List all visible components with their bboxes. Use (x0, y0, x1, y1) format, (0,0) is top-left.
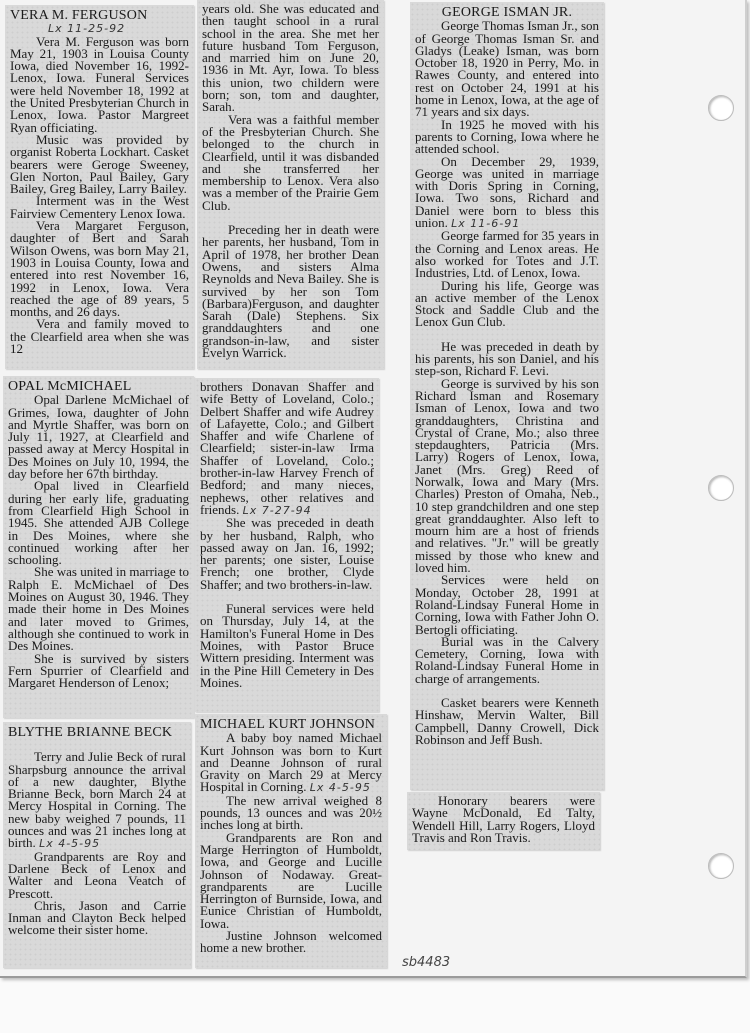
paragraph-text: Chris, Jason and Carrie Inman and Clayton Beck helped welcome their sister home. (8, 897, 186, 938)
paragraph-text: A baby boy named Michael Kurt Johnson was born to Kurt and Deanne Johnson of rural Gravity on March 29 at Mercy Hospital in Corning. (200, 730, 382, 795)
clipping-vera-ferguson-part2 (197, 0, 384, 369)
paragraph-text: George is survived by his son Richard Isman and Rosemary Isman of Lenox, Iowa and two granddaughters, Christina and Crystal of Crane, Mo.; also three stepdaughters, Patricia (Mrs. Larry) Rogers of Lenox, Iowa, Janet (Mrs. Greg) Reed of Norwalk, Iowa and Mary (Mrs. Charles) Preston of Omaha, Neb., 10 step grandchildren and one step great granddaughter. Also left to mourn him are a host of friends and relatives. "Jr." will be greatly missed by those who knew and loved him. (415, 375, 599, 576)
paragraph-text: Vera Margaret Ferguson, daughter of Bert and Sarah Wilson Owens, was born May 21, 1903 in Louisa County, Iowa and entered into rest November 16, 1992 in Lenox, Iowa. Vera reached the age of 89 years, 5 months, and 26 days. (10, 218, 189, 320)
clipping-paragraph (10, 195, 189, 220)
paragraph-text: Terry and Julie Beck of rural Sharpsburg announce the arrival of a new daughter, Blythe Brianne Beck, born March 24 at Mercy Hospital in Corning. The new baby weighed 7 pounds, 11 ounces and was 21 inches long at birth. (8, 749, 186, 851)
paragraph-text: Honorary bearers were Wayne McDonald, Ed Talty, Wendell Hill, Larry Rogers, Lloyd Travis and Ron Travis. (412, 793, 595, 845)
paragraph-text: Casket bearers were Kenneth Hinshaw, Mervin Walter, Bill Campbell, Danny Crowell, Dick Robinson and Jeff Bush. (415, 695, 599, 747)
handwritten-date-note: Lx 4-5-95 (39, 837, 101, 851)
clipping-paragraph (202, 111, 379, 213)
clipping-paragraph (415, 338, 599, 379)
clipping-heading: VERA M. FERGUSON (10, 8, 148, 23)
clipping-paragraph (415, 230, 599, 279)
handwritten-date-note: Lx 11-6-91 (451, 217, 521, 231)
clipping-paragraph (200, 930, 382, 955)
clipping-opal-mcmichael-part2 (195, 378, 379, 712)
paragraph-text: She was preceded in death by her husband, Ralph, who passed away on Jan. 16, 1992; her parents; one sister, Louise French; one brother, Clyde Shaffer; and two brothers-in-law. (200, 515, 374, 592)
paragraph-text: Services were held on Monday, October 28, 1991 at Roland-Lindsay Funeral Home in Corning, Iowa with Father John O. Bertogli officiating. (415, 572, 599, 637)
clipping-paragraph (8, 751, 186, 850)
handwritten-date-note: Lx 11-25-92 (48, 22, 126, 36)
clipping-opal-mcmichael-part1 (3, 376, 194, 718)
paragraph-text: Opal lived in Clearfield during her early life, graduating from Clearfield High School in 1945. She attended AJB College in Des Moines, where she continued working after her schooling. (8, 478, 189, 568)
clipping-paragraph (415, 697, 599, 746)
paragraph-text: The new arrival weighed 8 pounds, 13 ounces and was 20½ inches long at birth. (200, 792, 382, 833)
paragraph-text: On December 29, 1939, George was united in marriage with Doris Spring in Corning, Iowa. Two sons, Richard and Daniel were born to bless this union. (415, 153, 599, 231)
paragraph-text: Justine Johnson welcomed home a new brother. (200, 928, 382, 956)
paragraph-text: Preceding her in death were her parents, her husband, Tom in April of 1978, her brother Dean Owens, and sisters Alma Reynolds and Neva Bailey. She is survived by her son Tom (Barbara)Ferguson, and daughter Sarah (Dale) Stephens. Six granddaughters and one grandson-in-law, and sister Evelyn Warrick. (202, 222, 379, 361)
clipping-paragraph (8, 566, 189, 652)
clipping-george-isman-honorary (407, 792, 600, 850)
paragraph-text: Opal Darlene McMichael of Grimes, Iowa, daughter of John and Myrtle Shaffer, was born on July 11, 1927, at Clearfield and passed away at Mercy Hospital in Des Moines on July 10, 1994, the day before her 67th birthday. (8, 392, 189, 482)
clipping-paragraph (415, 116, 599, 157)
clipping-paragraph (415, 375, 599, 576)
clipping-paragraph (200, 829, 382, 931)
binder-hole (708, 95, 734, 121)
clipping-heading: MICHAEL KURT JOHNSON (200, 717, 376, 732)
clipping-paragraph (8, 480, 189, 566)
paragraph-text: Vera and family moved to the Clearfield area when she was 12 (10, 316, 189, 357)
clipping-paragraph (415, 633, 599, 686)
clipping-paragraph (8, 897, 186, 938)
paragraph-text: Music was provided by organist Roberta Lockhart. Casket bearers were Geroge Sweeney, Glen Norton, Paul Bailey, Gary Bailey, Greg Bailey, Larry Bailey. (10, 131, 189, 197)
clipping-paragraph (415, 153, 599, 231)
paragraph-text: Grandparents are Ron and Marge Herrington of Humboldt, Iowa, and George and Lucille Johnson of Nodaway. Great-grandparents are Lucille Herrington of Burnside, Iowa, and Eunice Christian of Humboldt, Iowa. (200, 829, 382, 931)
paragraph-text: Burial was in the Calvery Cemetery, Corning, Iowa with Roland-Lindsay Funeral Home in charge of arrangements. (415, 633, 599, 686)
clipping-paragraph (8, 848, 186, 901)
paragraph-text: George Thomas Isman Jr., son of George Thomas Isman Sr. and Gladys (Leake) Isman, was born October 18, 1920 in Perry, Mo. in Rawes County, and entered into rest on October 24, 1991 at his home in Lenox, Iowa, at the age of 71 years and six days. (415, 18, 599, 120)
paragraph-text: She was united in marriage to Ralph E. McMichael of Des Moines on August 30, 1946. They made their home in Des Moines and later moved to Grimes, although she continued to work in Des Moines. (8, 564, 189, 654)
binder-hole (708, 475, 734, 501)
clipping-paragraph (10, 220, 189, 318)
handwritten-date-note: Lx 7-27-94 (242, 503, 312, 517)
clipping-paragraph (202, 3, 379, 114)
binder-hole (708, 853, 734, 879)
clipping-paragraph (412, 795, 595, 844)
clipping-heading: BLYTHE BRIANNE BECK (8, 725, 173, 740)
clipping-paragraph (200, 381, 374, 517)
clipping-paragraph (200, 603, 374, 689)
paragraph-text: He was preceded in death by his parents, his son Daniel, and his step-son, Richard F. Levi. (415, 338, 599, 379)
clipping-paragraph (8, 650, 189, 691)
clipping-paragraph (200, 792, 382, 833)
clipping-paragraph (10, 318, 189, 355)
handwritten-date-note: Lx 4-5-95 (309, 781, 371, 795)
clipping-george-isman (410, 2, 604, 790)
clipping-paragraph (415, 20, 599, 118)
clipping-paragraph (8, 394, 189, 480)
clipping-heading: OPAL McMICHAEL (8, 379, 132, 394)
clipping-paragraph (10, 131, 189, 197)
paragraph-text: brothers Donavan Shaffer and wife Betty of Loveland, Colo.; Delbert Shaffer and wife Audrey of Lafayette, Colo.; and Gilbert Shaffer and wife Charlene of Clearfield; sister-in-law Irma Shaffer of Loveland, Colo.; brother-in-law Harvey French of Bedford; and many nieces, nephews, other relatives and friends. (200, 379, 374, 517)
paragraph-text: Grandparents are Roy and Darlene Beck of Lenox and Walter and Leona Veatch of Prescott. (8, 848, 186, 901)
clipping-blythe-beck (3, 722, 191, 968)
catalog-number: sb4483 (402, 955, 451, 970)
paragraph-text: She is survived by sisters Fern Spurrier of Clearfield and Margaret Henderson of Lenox; (8, 650, 189, 691)
clipping-heading: GEORGE ISMAN JR. (441, 5, 573, 20)
clipping-vera-ferguson-part1 (5, 5, 194, 369)
clipping-paragraph (200, 517, 374, 591)
clipping-michael-johnson (195, 714, 387, 968)
paragraph-text: In 1925 he moved with his parents to Corning, Iowa where he attended school. (415, 116, 599, 157)
paragraph-text: Funeral services were held on Thursday, July 14, at the Hamilton's Funeral Home in Des Moines, with Pastor Bruce Wittern presiding. Interment was in the Pine Hill Cemetery in Des Moines. (200, 601, 374, 690)
clipping-paragraph (10, 33, 189, 135)
clipping-paragraph (200, 732, 382, 794)
paragraph-text: years old. She was educated and then taught school in a rural school in the area. She met her future husband Tom Ferguson, and married him on June 20, 1936 in Mt. Ayr, Iowa. To bless this union, two childern were born; son, tom and daughter, Sarah. (202, 1, 379, 115)
clipping-paragraph (415, 277, 599, 330)
paragraph-text: George farmed for 35 years in the Corning and Lenox areas. He also worked for Totes and J.T. Industries, Ltd. of Lenox, Iowa. (415, 228, 599, 281)
paragraph-text: Interment was in the West Fairview Cementery Lenox Iowa. (10, 193, 189, 221)
clipping-paragraph (415, 574, 599, 635)
paragraph-text: Vera M. Ferguson was born May 21, 1903 in Louisa County Iowa, died November 16, 1992-Lenox, Iowa. Funeral Services were held November 18, 1992 at the United Presbyterian Church in Lenox, Iowa. Pastor Margreet Ryan officiating. (10, 33, 189, 135)
paragraph-text: Vera was a faithful member of the Presbyterian Church. She belonged to the church in Clearfield, until it was disbanded and she transferred her membership to Lenox. Vera also was a member of the Prairie Gem Club. (202, 111, 379, 213)
clipping-paragraph (202, 224, 379, 359)
paragraph-text: During his life, George was an active member of the Lenox Stock and Saddle Club and the Lenox Gun Club. (415, 277, 599, 330)
